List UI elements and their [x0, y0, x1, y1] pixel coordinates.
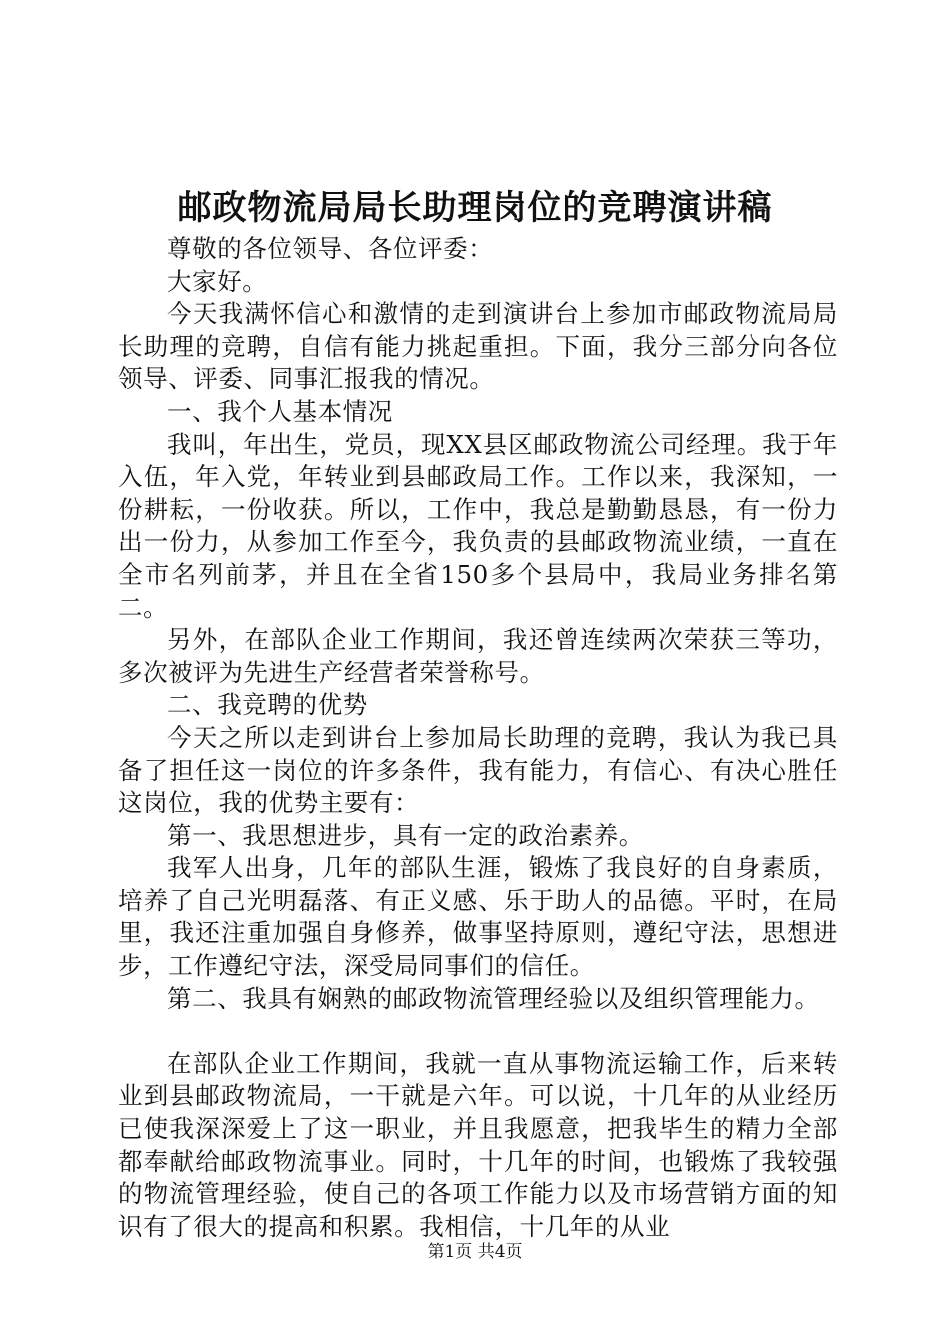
document-title: 邮政物流局局长助理岗位的竞聘演讲稿: [177, 188, 773, 228]
section-heading-basic-info: 一、我个人基本情况: [167, 396, 393, 426]
section-heading-advantages: 二、我竞聘的优势: [167, 690, 368, 720]
blank-line: [118, 1015, 838, 1048]
paragraph-basic-info: 我叫，年出生，党员，现XX县区邮政物流公司经理。我于年入伍，年入党，年转业到县邮政局工作。工作以来，我深知，一份耕耘，一份收获。所以，工作中，我总是勤勤恳恳，有一份力出一份力，从参加工作至今，我负责的县邮政物流业绩，一直在全市名列前茅，并且在全省150多个县局中，我局业务排名第二。: [118, 429, 838, 622]
page-footer: 第1页 共4页: [427, 1242, 523, 1262]
paragraph-intro: 今天我满怀信心和激情的走到演讲台上参加市邮政物流局局长助理的竞聘，自信有能力挑起重担。下面，我分三部分向各位领导、评委、同事汇报我的情况。: [118, 299, 838, 394]
paragraph-salutation: 尊敬的各位领导、各位评委：: [167, 234, 494, 263]
paragraph-first-advantage: 我军人出身，几年的部队生涯，锻炼了我良好的自身素质，培养了自己光明磊落、有正义感、乐于助人的品德。平时，在局里，我还注重加强自身修养，做事坚持原则，遵纪守法，思想进步，工作遵纪守法，深受局同事们的信任。: [118, 853, 838, 981]
paragraph-second-advantage: 在部队企业工作期间，我就一直从事物流运输工作，后来转业到县邮政物流局，一干就是六年。可以说，十几年的从业经历已使我深深爱上了这一职业，并且我愿意，把我毕生的精力全部都奉献给邮政物流事业。同时，十几年的时间，也锻炼了我较强的物流管理经验，使自己的各项工作能力以及市场营销方面的知识有了很大的提高和积累。我相信，十几年的从业: [118, 1048, 838, 1241]
subheading-first-advantage: 第一、我思想进步，具有一定的政治素养。: [167, 820, 644, 850]
document-body: [118, 233, 838, 1243]
subheading-second-advantage: 第二、我具有娴熟的邮政物流管理经验以及组织管理能力。: [167, 983, 820, 1013]
paragraph-honors: 另外，在部队企业工作期间，我还曾连续两次荣获三等功，多次被评为先进生产经营者荣誉称号。: [118, 625, 838, 687]
paragraph-advantages-intro: 今天之所以走到讲台上参加局长助理的竞聘，我认为我已具备了担任这一岗位的许多条件，我有能力，有信心、有决心胜任这岗位，我的优势主要有：: [118, 722, 838, 818]
paragraph-greeting: 大家好。: [167, 266, 268, 296]
